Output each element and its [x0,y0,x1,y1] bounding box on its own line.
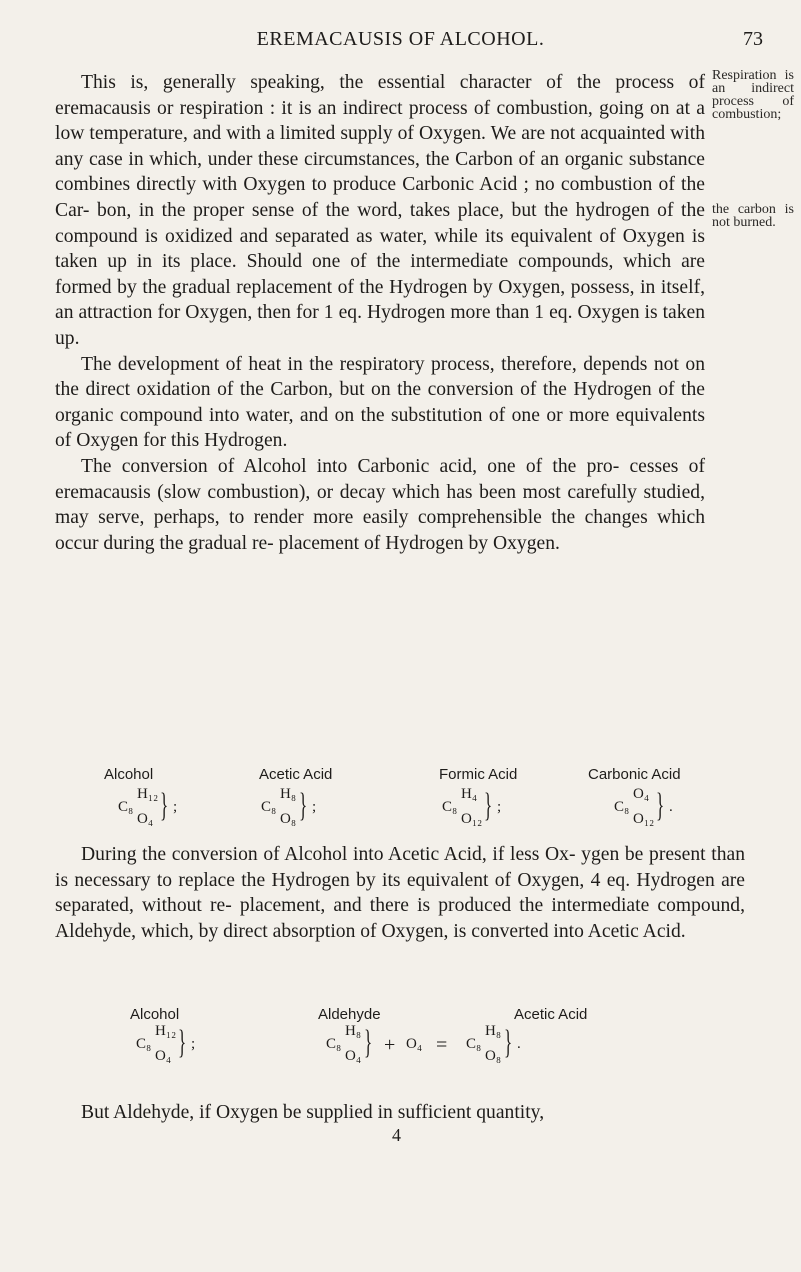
paragraph: The conversion of Alcohol into Carbonic acid, one of the pro- cesses of eremacausis (slow combustion), or decay which has been most carefully studied, may serve, perhaps, to render more easily comprehensible the changes which occur during the gradual re- placement of Hydrogen by Oxygen. [55,455,705,554]
plus-sign: + [384,1034,396,1056]
formula-table-conversion: Alcohol Acetic Acid Formic Acid Carbonic Acid C₈ H₁₂ O₄ } ; C₈ H₈ O₈ } ; C₈ H₄ O₁₂ } ; C₈ O₄ O₁₂ } . [104,766,681,827]
text-block-1 [55,70,705,556]
signature-mark: 4 [392,1125,401,1145]
paragraph: The development of heat in the respiratory process, therefore, depends not on the direct oxidation of the Carbon, but on the conversion of the Hydrogen of the organic compound into water, and on the substitution of one or more equivalents of Oxygen for this Hydrogen. [55,353,705,452]
formula-label: Alcohol [104,766,154,783]
formula-label: Carbonic Acid [588,766,681,783]
formula-label: Aldehyde [318,1006,381,1023]
page-header [0,28,801,54]
formula-label: Acetic Acid [514,1006,588,1023]
margin-note-carbon: the carbon is not burned. [712,202,794,230]
paragraph: This is, generally speaking, the essential character of the process of eremacausis or respiration : it is an indirect process of combustion, going on at a low temperature, and with a limited supply of Oxygen. We are not acquainted with any case in which, under these circumstances, the Carbon of an organic substance combines directly with Oxygen to produce Carbonic Acid ; no combustion of the Car- bon, in the proper sense of the word, takes place, but the hydrogen of the compound is oxidized and separated as water, while its equivalent of Oxygen is taken up in its place. Should one of the intermediate compounds, which are formed by the gradual replacement of the Hydrogen by Oxygen, possess, in itself, an attraction for Oxygen, then for 1 eq. Hydrogen more than 1 eq. Oxygen is taken up. [55,72,705,349]
paragraph: But Aldehyde, if Oxygen be supplied in sufficient quantity, [81,1102,545,1123]
oxygen-term: O₄ [406,1036,423,1052]
formula-label: Acetic Acid [259,766,333,783]
text-block-2 [55,842,745,944]
paragraph: During the conversion of Alcohol into Acetic Acid, if less Ox- ygen be present than is necessary to replace the Hydrogen by its equivalent of Oxygen, 4 eq. Hydrogen are separated, without re- placement, and there is produced the intermediate compound, Aldehyde, which, by direct absorption of Oxygen, is converted into Acetic Acid. [55,844,745,942]
text-block-3 [55,1100,745,1126]
formula-table-aldehyde: Alcohol Aldehyde Acetic Acid C₈ H₁₂ O₄ } ; C₈ H₈ O₄ } + O₄ = C₈ H₈ O₈ } . [130,1006,588,1064]
page-number: 73 [743,28,763,50]
margin-note-respiration: Respiration is an indirect process of combustion; [712,68,794,122]
formula-label: Formic Acid [439,766,518,783]
equals-sign: = [436,1034,448,1056]
formula-label: Alcohol [130,1006,180,1023]
running-head: EREMACAUSIS OF ALCOHOL. [256,28,545,50]
